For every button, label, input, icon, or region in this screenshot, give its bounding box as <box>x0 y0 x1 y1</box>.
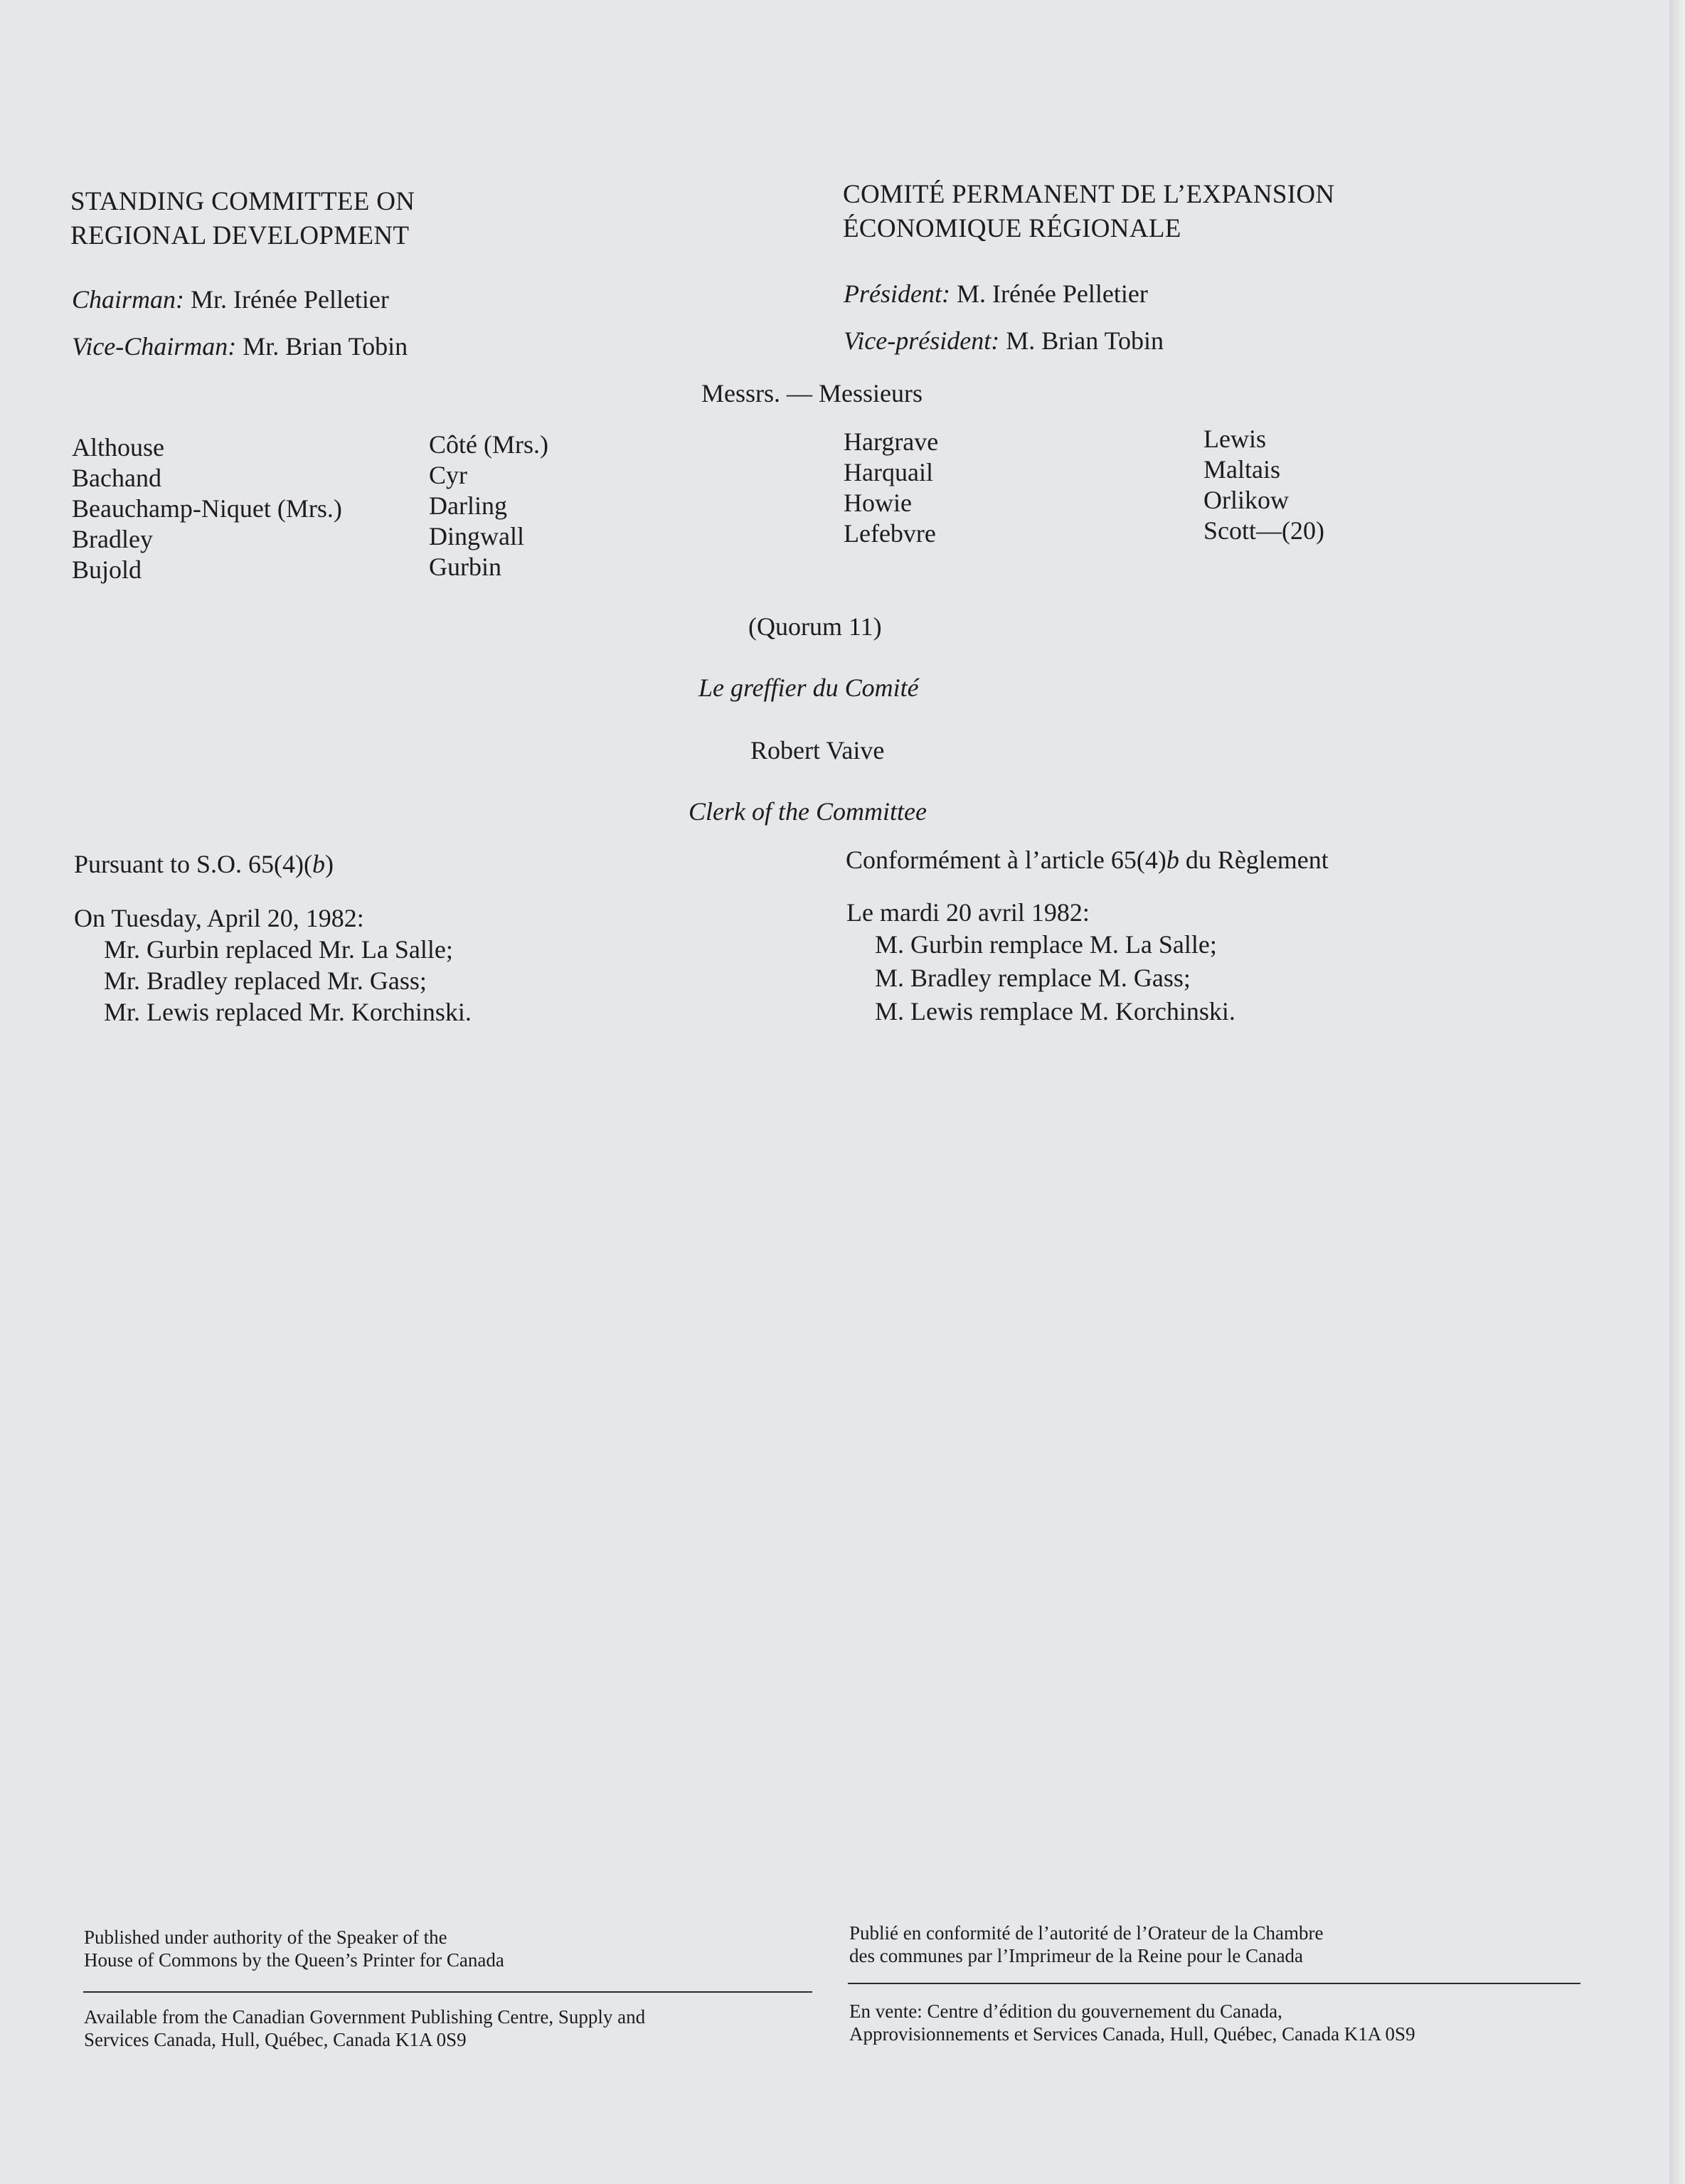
vice-chairman-fr-label: Vice-président: <box>844 326 1000 355</box>
available-notice-en-line1: Available from the Canadian Government Publishing Centre, Supply and <box>84 2006 646 2028</box>
replacement-item: M. Gurbin remplace M. La Salle; <box>875 930 1217 959</box>
footer-divider-en <box>83 1991 812 1993</box>
footer-divider-fr <box>848 1983 1580 1984</box>
published-notice-fr <box>849 1922 1324 1967</box>
published-notice-en-line2: House of Commons by the Queen’s Printer for Canada <box>84 1949 504 1971</box>
clerk-title-fr: Le greffier du Comité <box>698 673 919 702</box>
member-name: Bachand <box>72 464 161 492</box>
pursuant-en-text: Pursuant to S.O. 65(4) <box>74 850 304 878</box>
member-name: Harquail <box>844 458 933 486</box>
quorum: (Quorum 11) <box>748 612 882 641</box>
chairman-fr-label: Président: <box>844 279 950 308</box>
pursuant-en-sub: b <box>312 850 325 878</box>
vice-chairman-fr <box>844 326 1164 356</box>
replacements-fr <box>875 928 1235 1028</box>
replacements-en <box>104 934 472 1028</box>
replacement-item: Mr. Bradley replaced Mr. Gass; <box>104 966 427 995</box>
member-name: Côté (Mrs.) <box>429 430 548 459</box>
vice-chairman-fr-name: M. Brian Tobin <box>1006 326 1164 355</box>
clerk-title-en: Clerk of the Committee <box>689 797 927 826</box>
replacement-item: M. Bradley remplace M. Gass; <box>875 964 1191 992</box>
page-edge-shadow <box>1669 0 1685 2184</box>
published-notice-fr-line2: des communes par l’Imprimeur de la Reine pour le Canada <box>849 1945 1304 1966</box>
member-name: Darling <box>429 491 507 520</box>
member-name: Dingwall <box>429 522 524 550</box>
member-name: Lefebvre <box>844 519 936 548</box>
pursuant-fr <box>846 845 1329 875</box>
vice-chairman-en <box>72 331 408 362</box>
member-name: Althouse <box>72 433 164 462</box>
member-name: Beauchamp-Niquet (Mrs.) <box>72 494 342 523</box>
member-name: Cyr <box>429 461 467 489</box>
vice-chairman-en-label: Vice-Chairman: <box>72 332 237 361</box>
member-name: Orlikow <box>1203 486 1289 514</box>
member-name: Howie <box>844 489 912 517</box>
replacement-item: Mr. Gurbin replaced Mr. La Salle; <box>104 935 453 964</box>
available-notice-fr-line2: Approvisionnements et Services Canada, Hull, Québec, Canada K1A 0S9 <box>849 2023 1415 2045</box>
committee-title-fr-line2: ÉCONOMIQUE RÉGIONALE <box>843 214 1181 243</box>
replacement-item: M. Lewis remplace M. Korchinski. <box>875 997 1235 1026</box>
member-name: Gurbin <box>429 553 501 581</box>
member-name: Bujold <box>72 555 142 584</box>
member-name: Bradley <box>72 525 153 553</box>
member-name: Scott—(20) <box>1203 516 1324 545</box>
pursuant-fr-text: Conformément à l’article 65(4) <box>846 846 1166 874</box>
vice-chairman-en-name: Mr. Brian Tobin <box>243 332 408 361</box>
date-line-fr: Le mardi 20 avril 1982: <box>846 898 1090 927</box>
member-name: Maltais <box>1203 455 1280 484</box>
pursuant-en: Pursuant to S.O. 65(4)(b) <box>74 850 334 878</box>
member-name: Lewis <box>1203 425 1266 453</box>
chairman-fr <box>844 279 1148 309</box>
date-line-en: On Tuesday, April 20, 1982: <box>74 904 364 932</box>
available-notice-en <box>84 2005 645 2051</box>
pursuant-fr-end: du Règlement <box>1179 846 1329 874</box>
members-heading: Messrs. — Messieurs <box>701 379 923 407</box>
members-column-3 <box>844 427 938 549</box>
committee-title-fr-line1: COMITÉ PERMANENT DE L’EXPANSION <box>843 180 1335 209</box>
committee-title-en <box>70 185 415 253</box>
published-notice-en-line1: Published under authority of the Speaker of the <box>84 1927 447 1948</box>
chairman-en-label: Chairman: <box>72 285 185 314</box>
chairman-en-name: Mr. Irénée Pelletier <box>191 285 389 314</box>
clerk-name: Robert Vaive <box>750 736 885 765</box>
available-notice-en-line2: Services Canada, Hull, Québec, Canada K1A 0S9 <box>84 2029 467 2050</box>
published-notice-fr-line1: Publié en conformité de l’autorité de l’Orateur de la Chambre <box>849 1922 1324 1944</box>
committee-title-en-line1: STANDING COMMITTEE ON <box>70 187 415 216</box>
published-notice-en <box>84 1926 504 1971</box>
members-column-4 <box>1203 424 1324 546</box>
available-notice-fr <box>849 2000 1415 2045</box>
replacement-item: Mr. Lewis replaced Mr. Korchinski. <box>104 998 472 1026</box>
committee-title-fr <box>843 178 1334 246</box>
available-notice-fr-line1: En vente: Centre d’édition du gouvernement du Canada, <box>849 2001 1282 2022</box>
committee-title-en-line2: REGIONAL DEVELOPMENT <box>70 221 410 250</box>
chairman-en <box>72 284 389 315</box>
pursuant-fr-sub: b <box>1166 846 1179 874</box>
members-column-1 <box>72 432 342 585</box>
member-name: Hargrave <box>844 427 939 456</box>
chairman-fr-name: M. Irénée Pelletier <box>956 279 1148 308</box>
members-column-2 <box>429 430 548 582</box>
